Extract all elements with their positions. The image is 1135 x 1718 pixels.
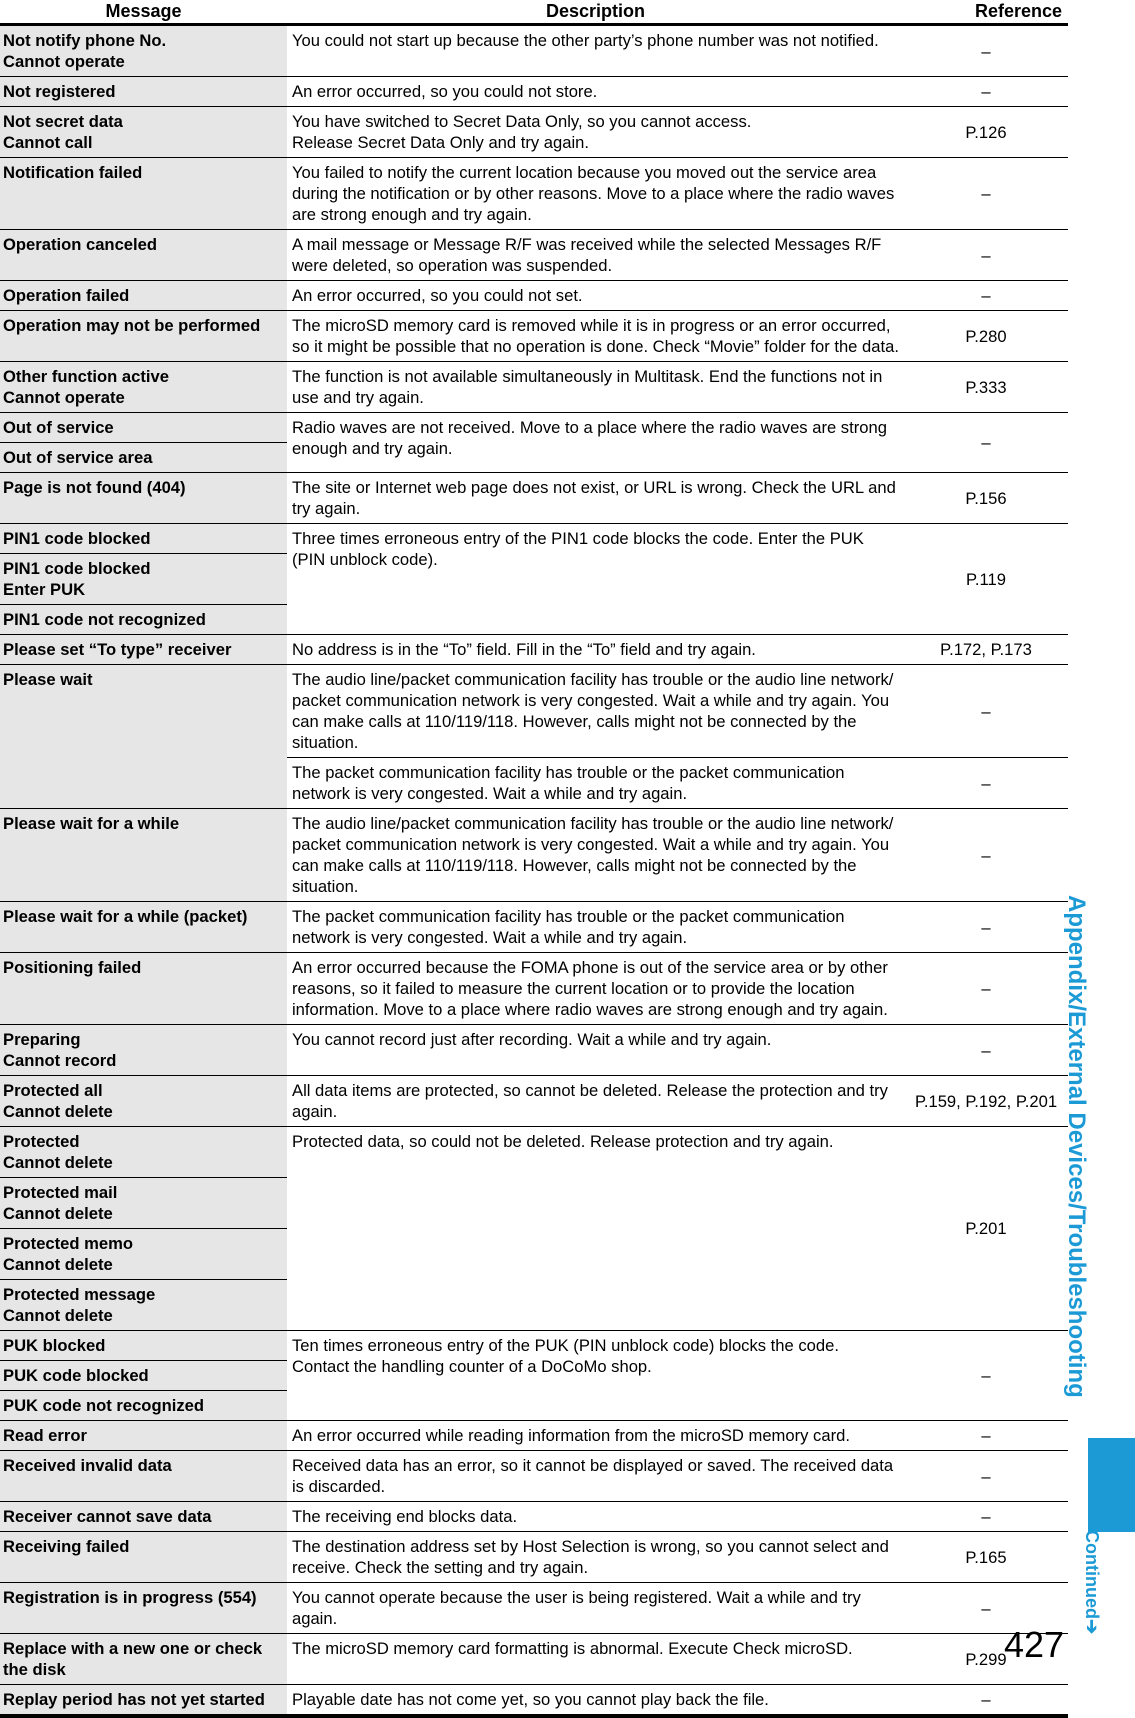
- reference-cell: –: [904, 77, 1068, 107]
- section-side-tab: [1072, 0, 1135, 1666]
- message-line: Please wait: [3, 670, 93, 689]
- description-cell: Three times erroneous entry of the PIN1 code blocks the code. Enter the PUK (PIN unblock code).: [287, 524, 904, 635]
- description-cell: An error occurred, so you could not set.: [287, 281, 904, 311]
- description-cell: The microSD memory card is removed while it is in progress or an error occurred, so it might be possible that no operation is done. Check “Movie” folder for the data.: [287, 311, 904, 362]
- description-cell: All data items are protected, so cannot be deleted. Release the protection and try again.: [287, 1076, 904, 1127]
- message-cell: [0, 953, 287, 1025]
- message-line: Cannot delete: [3, 1306, 113, 1325]
- message-cell: [0, 605, 287, 635]
- description-cell: The microSD memory card formatting is abnormal. Execute Check microSD.: [287, 1634, 904, 1685]
- message-cell: [0, 413, 287, 443]
- table-row: [0, 311, 1068, 362]
- reference-cell: –: [904, 1025, 1068, 1076]
- table-row: [0, 1685, 1068, 1717]
- reference-cell: –: [904, 1451, 1068, 1502]
- message-line: PUK code not recognized: [3, 1396, 204, 1415]
- message-line: Cannot delete: [3, 1255, 113, 1274]
- message-line: Not notify phone No.: [3, 31, 167, 50]
- header-description: Description: [287, 0, 904, 25]
- message-cell: [0, 1025, 287, 1076]
- message-line: Cannot delete: [3, 1102, 113, 1121]
- description-cell: The receiving end blocks data.: [287, 1502, 904, 1532]
- message-cell: [0, 1361, 287, 1391]
- message-cell: [0, 473, 287, 524]
- table-row: [0, 1634, 1068, 1685]
- description-cell: The packet communication facility has trouble or the packet communication network is very congested. Wait a while and try again.: [287, 902, 904, 953]
- message-cell: [0, 1634, 287, 1685]
- message-line: Cannot delete: [3, 1204, 113, 1223]
- table-row: [0, 635, 1068, 665]
- description-cell: An error occurred because the FOMA phone is out of the service area or by other reasons, so it failed to measure the current location or to provide the location information. Move to a place where radio waves are strong enough and try again.: [287, 953, 904, 1025]
- description-cell: You cannot operate because the user is being registered. Wait a while and try again.: [287, 1583, 904, 1634]
- reference-cell: –: [904, 281, 1068, 311]
- message-cell: [0, 25, 287, 77]
- reference-cell: P.201: [904, 1127, 1068, 1331]
- message-line: Out of service area: [3, 448, 153, 467]
- table-row: [0, 362, 1068, 413]
- message-line: Cannot operate: [3, 52, 125, 71]
- reference-cell: P.280: [904, 311, 1068, 362]
- message-cell: [0, 1127, 287, 1178]
- message-cell: [0, 1583, 287, 1634]
- reference-cell: –: [904, 230, 1068, 281]
- description-cell: An error occurred, so you could not store.: [287, 77, 904, 107]
- message-cell: [0, 158, 287, 230]
- table-row: [0, 524, 1068, 554]
- message-cell: [0, 1280, 287, 1331]
- table-row: [0, 1421, 1068, 1451]
- message-line: PIN1 code blocked: [3, 529, 151, 548]
- description-cell: The audio line/packet communication facility has trouble or the audio line network/ packet communication network is very congested. Wait a while and try again. You can make calls at 110/119/118. However, calls might not be connected by the situation.: [287, 809, 904, 902]
- table-row: [0, 1583, 1068, 1634]
- description-cell: You cannot record just after recording. Wait a while and try again.: [287, 1025, 904, 1076]
- message-cell: [0, 554, 287, 605]
- message-cell: [0, 1331, 287, 1361]
- description-cell: You have switched to Secret Data Only, so you cannot access. Release Secret Data Only and try again.: [287, 107, 904, 158]
- message-cell: [0, 362, 287, 413]
- reference-cell: –: [904, 809, 1068, 902]
- message-line: Cannot operate: [3, 388, 125, 407]
- message-line: Read error: [3, 1426, 87, 1445]
- reference-cell: P.165: [904, 1532, 1068, 1583]
- message-cell: [0, 1502, 287, 1532]
- message-cell: [0, 1391, 287, 1421]
- message-cell: [0, 311, 287, 362]
- message-line: Receiver cannot save data: [3, 1507, 212, 1526]
- reference-cell: P.159, P.192, P.201: [904, 1076, 1068, 1127]
- message-line: Please wait for a while (packet): [3, 907, 248, 926]
- message-cell: [0, 230, 287, 281]
- header-reference: Reference: [904, 0, 1068, 25]
- table-row: [0, 1025, 1068, 1076]
- message-line: Please wait for a while: [3, 814, 180, 833]
- reference-cell: P.333: [904, 362, 1068, 413]
- page-number: 427: [1004, 1624, 1065, 1665]
- description-cell: The audio line/packet communication facility has trouble or the audio line network/ packet communication network is very congested. Wait a while and try again. You can make calls at 110/119/118. However, calls might not be connected by the situation.: [287, 665, 904, 758]
- description-cell: The site or Internet web page does not exist, or URL is wrong. Check the URL and try again.: [287, 473, 904, 524]
- message-cell: [0, 1532, 287, 1583]
- table-row: [0, 1076, 1068, 1127]
- table-row: [0, 1331, 1068, 1361]
- description-cell: Ten times erroneous entry of the PUK (PIN unblock code) blocks the code. Contact the handling counter of a DoCoMo shop.: [287, 1331, 904, 1421]
- message-cell: [0, 1685, 287, 1717]
- message-line: Cannot delete: [3, 1153, 113, 1172]
- table-row: [0, 473, 1068, 524]
- message-line: Preparing: [3, 1030, 81, 1049]
- message-line: Protected message: [3, 1285, 156, 1304]
- message-cell: [0, 665, 287, 809]
- description-cell: No address is in the “To” field. Fill in the “To” field and try again.: [287, 635, 904, 665]
- message-line: Operation failed: [3, 286, 130, 305]
- message-cell: [0, 1229, 287, 1280]
- message-line: Not secret data: [3, 112, 123, 131]
- table-row: [0, 902, 1068, 953]
- reference-cell: P.126: [904, 107, 1068, 158]
- description-cell: Radio waves are not received. Move to a place where the radio waves are strong enough and try again.: [287, 413, 904, 473]
- message-line: Not registered: [3, 82, 116, 101]
- message-line: PIN1 code not recognized: [3, 610, 206, 629]
- reference-cell: –: [904, 902, 1068, 953]
- message-line: Replace with a new one or check the disk: [3, 1639, 263, 1679]
- message-line: Replay period has not yet started: [3, 1690, 265, 1709]
- reference-cell: –: [904, 413, 1068, 473]
- reference-cell: P.172, P.173: [904, 635, 1068, 665]
- table-row: [0, 1532, 1068, 1583]
- table-row: [0, 1502, 1068, 1532]
- table-row: [0, 107, 1068, 158]
- reference-cell: P.156: [904, 473, 1068, 524]
- table-row: [0, 953, 1068, 1025]
- message-line: Operation canceled: [3, 235, 158, 254]
- description-cell: The function is not available simultaneously in Multitask. End the functions not in use and try again.: [287, 362, 904, 413]
- description-cell: The destination address set by Host Selection is wrong, so you cannot select and receive. Check the setting and try again.: [287, 1532, 904, 1583]
- table-row: [0, 158, 1068, 230]
- table-row: [0, 1451, 1068, 1502]
- message-cell: [0, 1421, 287, 1451]
- reference-cell: –: [904, 1502, 1068, 1532]
- message-line: Protected memo: [3, 1234, 134, 1253]
- message-line: Operation may not be performed: [3, 316, 261, 335]
- reference-cell: –: [904, 953, 1068, 1025]
- message-line: Page is not found (404): [3, 478, 186, 497]
- table-row: [0, 809, 1068, 902]
- description-cell: You could not start up because the other party’s phone number was not notified.: [287, 25, 904, 77]
- message-line: Out of service: [3, 418, 114, 437]
- description-cell: Protected data, so could not be deleted. Release protection and try again.: [287, 1127, 904, 1331]
- message-line: Positioning failed: [3, 958, 142, 977]
- description-cell: Received data has an error, so it cannot be displayed or saved. The received data is discarded.: [287, 1451, 904, 1502]
- reference-cell: –: [904, 25, 1068, 77]
- description-cell: You failed to notify the current location because you moved out the service area during the notification or by other reasons. Move to a place where the radio waves are strong enough and try again.: [287, 158, 904, 230]
- message-cell: [0, 1451, 287, 1502]
- message-line: Registration is in progress (554): [3, 1588, 257, 1607]
- message-line: Protected mail: [3, 1183, 118, 1202]
- reference-cell: –: [904, 1685, 1068, 1717]
- continued-label: Continued➔: [1082, 1530, 1102, 1635]
- reference-cell: –: [904, 665, 1068, 758]
- message-line: PIN1 code blocked: [3, 559, 151, 578]
- message-cell: [0, 635, 287, 665]
- message-line: Cannot call: [3, 133, 93, 152]
- message-cell: [0, 1178, 287, 1229]
- header-message: Message: [0, 0, 287, 25]
- message-line: Cannot record: [3, 1051, 117, 1070]
- message-cell: [0, 107, 287, 158]
- section-color-block: [1088, 1438, 1135, 1532]
- message-line: PUK blocked: [3, 1336, 106, 1355]
- message-line: PUK code blocked: [3, 1366, 149, 1385]
- table-row: [0, 1127, 1068, 1178]
- message-cell: [0, 524, 287, 554]
- message-line: Notification failed: [3, 163, 143, 182]
- section-title: Appendix/External Devices/Troubleshooting: [1063, 895, 1090, 1398]
- message-line: Protected all: [3, 1081, 103, 1100]
- reference-cell: –: [904, 158, 1068, 230]
- table-row: [0, 281, 1068, 311]
- reference-cell: –: [904, 758, 1068, 809]
- message-cell: [0, 902, 287, 953]
- table-row: [0, 77, 1068, 107]
- reference-cell: P.119: [904, 524, 1068, 635]
- message-line: Receiving failed: [3, 1537, 130, 1556]
- message-cell: [0, 809, 287, 902]
- table-row: [0, 25, 1068, 77]
- message-cell: [0, 443, 287, 473]
- table-row: [0, 665, 1068, 758]
- description-cell: The packet communication facility has trouble or the packet communication network is very congested. Wait a while and try again.: [287, 758, 904, 809]
- table-header-row: [0, 0, 1068, 25]
- description-cell: Playable date has not come yet, so you cannot play back the file.: [287, 1685, 904, 1717]
- message-cell: [0, 1076, 287, 1127]
- message-cell: [0, 281, 287, 311]
- description-cell: An error occurred while reading information from the microSD memory card.: [287, 1421, 904, 1451]
- message-line: Please set “To type” receiver: [3, 640, 232, 659]
- message-line: Other function active: [3, 367, 169, 386]
- reference-cell: –: [904, 1583, 1068, 1634]
- description-cell: A mail message or Message R/F was received while the selected Messages R/F were deleted, so operation was suspended.: [287, 230, 904, 281]
- message-line: Enter PUK: [3, 580, 86, 599]
- message-line: Protected: [3, 1132, 80, 1151]
- reference-cell: –: [904, 1421, 1068, 1451]
- message-cell: [0, 77, 287, 107]
- table-row: [0, 413, 1068, 443]
- message-line: Received invalid data: [3, 1456, 172, 1475]
- reference-cell: –: [904, 1331, 1068, 1421]
- reference-cell: P.299: [904, 1634, 1068, 1685]
- table-row: [0, 230, 1068, 281]
